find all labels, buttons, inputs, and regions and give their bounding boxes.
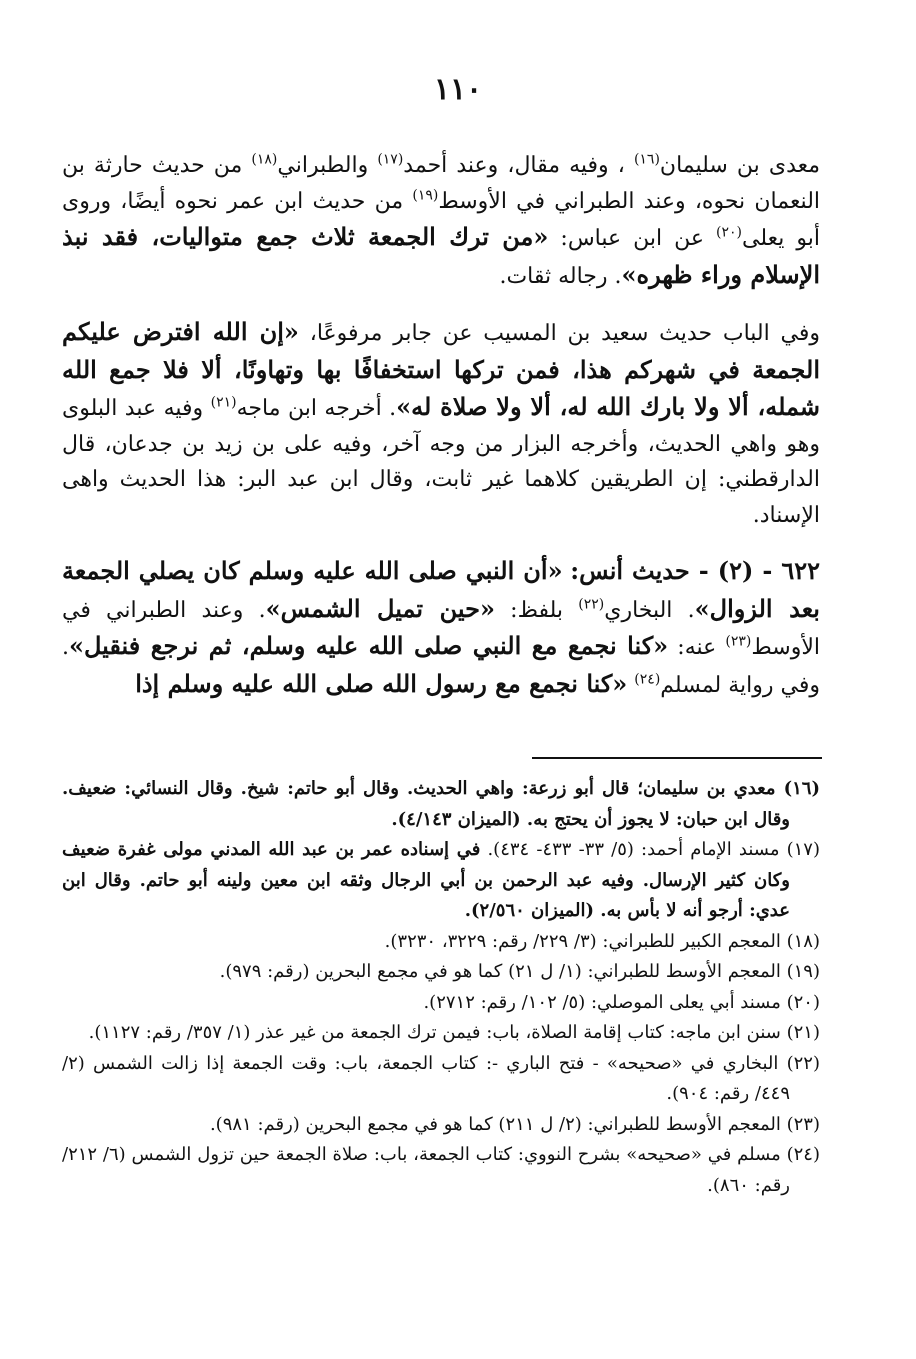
footnote-ref-16[interactable]: (١٦) xyxy=(633,151,660,168)
footnote-ref-18[interactable]: (١٨) xyxy=(251,151,278,168)
paragraph-3 xyxy=(62,553,820,703)
hadith-quote: «من ترك الجمعة ثلاث جمع متواليات، فقد نبذ الإسلام وراء ظهره» xyxy=(62,222,820,289)
footnote-ref-22[interactable]: (٢٢) xyxy=(578,596,605,613)
text: . وعند الطبراني في الأوسط xyxy=(62,597,820,660)
footnote-text: (١٦) معدي بن سليمان؛ قال أبو زرعة: واهي الحديث. وقال أبو حاتم: شيخ. وقال النسائي: ضعيف. وقال ابن حبان: لا يجوز أن يحتج به. (الميزان ٤/١٤٣). xyxy=(62,778,820,830)
text: من حديث حارثة بن النعمان نحوه، وعند الطبراني في الأوسط xyxy=(62,153,821,214)
footnote-text: في إسناده عمر بن عبد الله المدني مولى غفرة ضعيف وكان كثير الإرسال. وفيه عبد الرحمن بن أبي الرجال وثقه ابن معين ولينه أبو حاتم. وقال ابن عدي: أرجو أنه لا بأس به. (الميزان ٢/٥٦٠). xyxy=(62,839,790,921)
footnote-18: (١٨) المعجم الكبير للطبراني: (٣/ ٢٢٩/ رقم: ٣٢٢٩، ٣٢٣٠). xyxy=(384,930,820,952)
paragraph-2 xyxy=(62,314,820,533)
footnote-ref-21[interactable]: (٢١) xyxy=(210,394,237,411)
text: وفي الباب حديث سعيد بن المسيب عن جابر مرفوعًا، xyxy=(309,321,820,346)
text: . البخاري xyxy=(604,597,695,623)
hadith-number: ٦٢٢ - (٢) - حديث أنس: xyxy=(570,556,820,585)
text: . وفي رواية لمسلم xyxy=(62,635,820,698)
footnote-ref-19[interactable]: (١٩) xyxy=(412,187,439,204)
text: عن ابن عباس: xyxy=(560,226,705,251)
text: بلفظ: xyxy=(510,597,564,623)
text: . أخرجه ابن ماجه xyxy=(236,396,397,421)
footnote-text: (١٧) مسند الإمام أحمد: (٥/ ٣٣- ٤٣٣- ٤٣٤). xyxy=(487,839,820,860)
footnote-separator xyxy=(532,757,822,759)
hadith-quote: «حين تميل الشمس» xyxy=(265,593,495,623)
text: وفيه عبد البلوى وهو واهي الحديث، وأخرجه البزار من وجه آخر، وفيه على بن زيد بن جدعان، قال الدارقطني: إن الطريقين كلاهما غير ثابت، وقال ابن عبد البر: هذا الحديث واهى الإسناد. xyxy=(62,396,820,528)
text: عنه: xyxy=(677,635,717,660)
footnote-ref-20[interactable]: (٢٠) xyxy=(716,224,743,241)
footnote-23: (٢٣) المعجم الأوسط للطبراني: (٢/ ل ٢١١) كما هو في مجمع البحرين (رقم: ٩٨١). xyxy=(209,1113,820,1135)
footnote-ref-24[interactable]: (٢٤) xyxy=(634,671,661,688)
footnote-17 xyxy=(62,835,820,927)
footnote-22: (٢٢) البخاري في «صحيحه» - فتح الباري -: كتاب الجمعة، باب: وقت الجمعة إذا زالت الشمس (٢/ ٤٤٩/ رقم: ٩٠٤). xyxy=(62,1052,820,1104)
text: من حديث ابن عمر نحوه أيضًا، وروى أبو يعلى xyxy=(62,188,820,251)
footnote-ref-17[interactable]: (١٧) xyxy=(377,151,404,168)
hadith-quote: «كنا نجمع مع النبي صلى الله عليه وسلم، ثم نرجع فنقيل» xyxy=(69,631,669,660)
footnote-24: (٢٤) مسلم في «صحيحه» بشرح النووي: كتاب الجمعة، باب: صلاة الجمعة حين تزول الشمس (٦/ ٢١٢/ رقم: ٨٦٠). xyxy=(62,1144,820,1196)
page-number: ١١٠ xyxy=(433,72,483,107)
text: . رجاله ثقات. xyxy=(499,263,622,289)
text: معدى بن سليمان xyxy=(659,153,821,178)
hadith-quote: «أن النبي صلى الله عليه وسلم كان يصلي الجمعة بعد الزوال» xyxy=(62,556,820,623)
footnote-16 xyxy=(62,774,820,835)
text: والطبراني xyxy=(277,153,369,178)
footnote-21: (٢١) سنن ابن ماجه: كتاب إقامة الصلاة، باب: فيمن ترك الجمعة من غير عذر (١/ ٣٥٧/ رقم: ١١٢٧). xyxy=(88,1022,820,1043)
footnotes xyxy=(62,774,820,1201)
hadith-quote: «إن الله افترض عليكم الجمعة في شهركم هذا، فمن تركها استخفافًا بها وتهاونًا، ألا فلا جمع الله شمله، ألا ولا بارك الله له، ألا ولا صلاة له» xyxy=(62,317,821,421)
main-text xyxy=(62,148,820,703)
hadith-quote: «كنا نجمع مع رسول الله صلى الله عليه وسلم إذا xyxy=(135,668,628,698)
footnote-20: (٢٠) مسند أبي يعلى الموصلي: (٥/ ١٠٢/ رقم: ٢٧١٢). xyxy=(423,991,820,1013)
text: ، وفيه مقال، وعند أحمد xyxy=(403,153,625,178)
footnote-19: (١٩) المعجم الأوسط للطبراني: (١/ ل ٢١) كما هو في مجمع البحرين (رقم: ٩٧٩). xyxy=(219,961,820,982)
footnote-ref-23[interactable]: (٢٣) xyxy=(725,633,752,650)
paragraph-1 xyxy=(62,148,820,294)
